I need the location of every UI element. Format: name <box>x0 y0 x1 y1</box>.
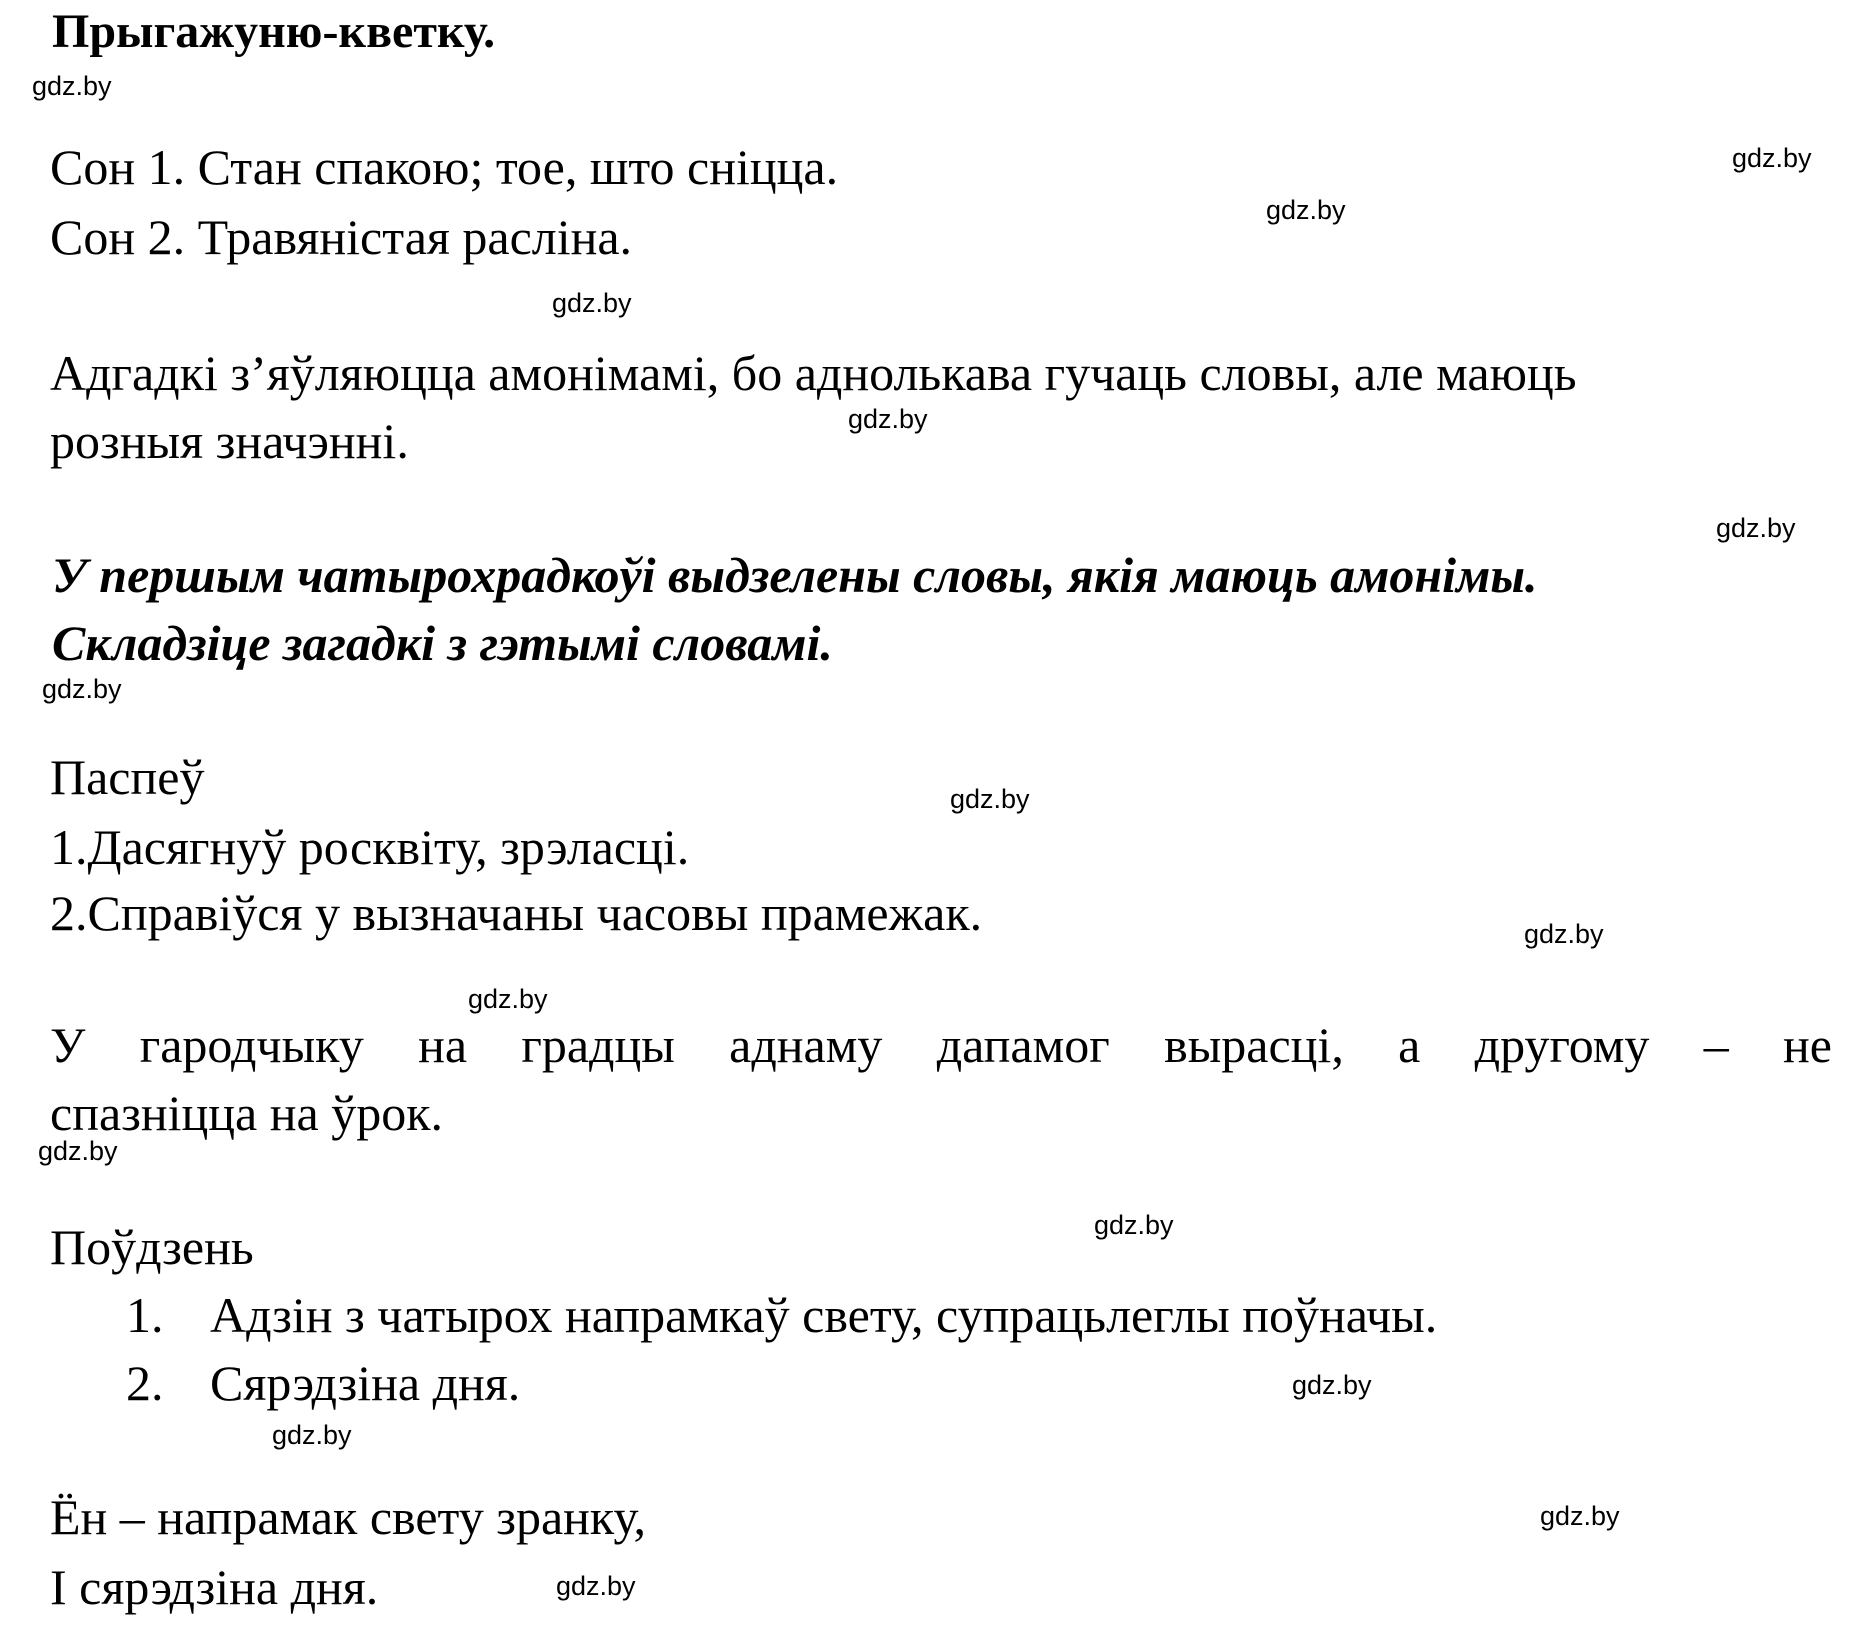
watermark: gdz.by <box>38 1136 118 1166</box>
watermark: gdz.by <box>1540 1501 1620 1531</box>
watermark: gdz.by <box>272 1420 352 1450</box>
watermark: gdz.by <box>556 1571 636 1601</box>
watermark: gdz.by <box>42 674 122 704</box>
watermark: gdz.by <box>468 984 548 1014</box>
paspeu-item-2: 2.Справіўся у вызначаны часовы прамежак. <box>50 885 983 941</box>
watermark: gdz.by <box>1266 195 1346 225</box>
watermark: gdz.by <box>1524 919 1604 949</box>
poudzen-item-1-number: 1. <box>126 1287 164 1343</box>
task-line-1: У першым чатырохрадкоўі выдзелены словы, якія маюць амонімы. <box>52 547 1538 603</box>
watermark: gdz.by <box>552 288 632 318</box>
watermark: gdz.by <box>1732 143 1812 173</box>
riddle-1-line-2: спазніцца на ўрок. <box>50 1085 443 1141</box>
explanation-line-1: Адгадкі з’яўляюцца амонімамі, бо аднолькава гучаць словы, але маюць <box>50 345 1577 401</box>
riddle-2-line-1: Ён – напрамак свету зранку, <box>50 1489 646 1545</box>
poudzen-item-2-number: 2. <box>126 1355 164 1411</box>
watermark: gdz.by <box>32 71 112 101</box>
paspeu-heading: Паспеў <box>50 749 205 805</box>
watermark: gdz.by <box>1094 1210 1174 1240</box>
watermark: gdz.by <box>848 404 928 434</box>
page-title: Прыгажуню-кветку. <box>52 5 496 58</box>
watermark: gdz.by <box>950 784 1030 814</box>
poudzen-item-1-text: Адзін з чатырох напрамкаў свету, супрацьлеглы поўначы. <box>210 1287 1438 1343</box>
task-line-2: Складзіце загадкі з гэтымі словамі. <box>52 615 833 671</box>
riddle-1-line-1: У гародчыку на градцы аднаму дапамог вырасці, а другому – не <box>50 1017 1832 1073</box>
explanation-line-2: розныя значэнні. <box>50 413 409 469</box>
watermark: gdz.by <box>1716 513 1796 543</box>
riddle-2-line-2: І сярэдзіна дня. <box>50 1559 379 1615</box>
son-definition-2: Сон 2. Травяністая расліна. <box>50 209 633 265</box>
paspeu-item-1: 1.Дасягнуў росквіту, зрэласці. <box>50 819 690 875</box>
poudzen-item-2-text: Сярэдзіна дня. <box>210 1355 521 1411</box>
poudzen-heading: Поўдзень <box>50 1219 254 1275</box>
son-definition-1: Сон 1. Стан спакою; тое, што сніцца. <box>50 139 839 195</box>
watermark: gdz.by <box>1292 1370 1372 1400</box>
